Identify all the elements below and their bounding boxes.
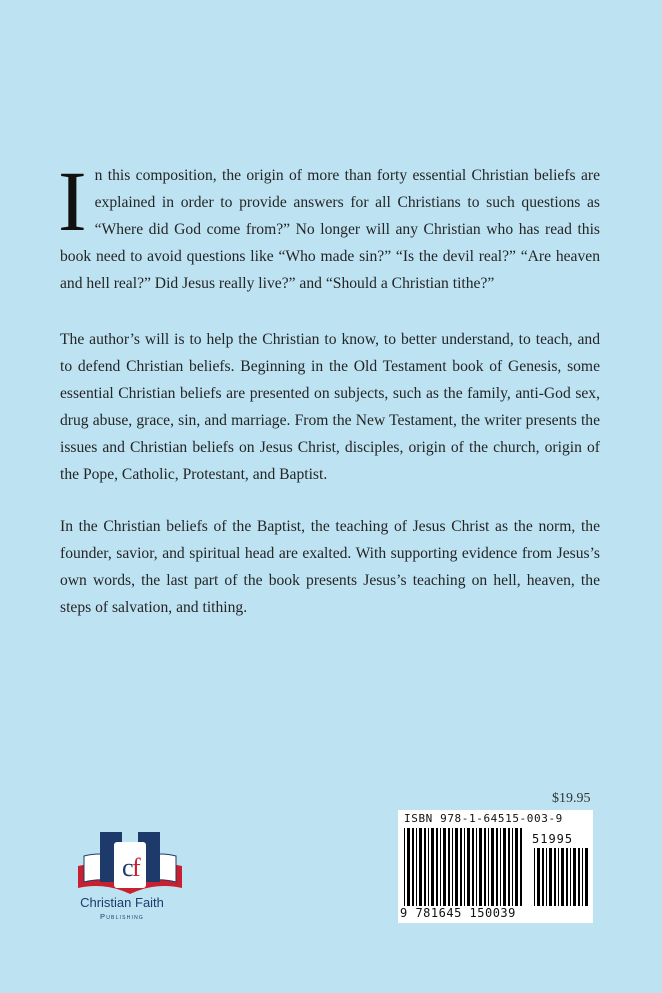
barcode-bar: [496, 828, 498, 906]
barcode-bar: [455, 828, 458, 906]
barcode-bar: [512, 828, 513, 906]
barcode-bar: [554, 848, 556, 906]
barcode-bar: [412, 828, 414, 906]
isbn-barcode: [398, 810, 593, 923]
barcode-bar: [537, 848, 540, 906]
barcode-bar: [476, 828, 477, 906]
barcode-bar: [431, 828, 434, 906]
monogram-c: c: [122, 853, 134, 882]
barcode-bar: [570, 848, 571, 906]
barcode-bar: [440, 828, 441, 906]
barcode-bar: [479, 828, 482, 906]
barcode-bar: [472, 828, 474, 906]
price-label: $19.95: [552, 791, 591, 806]
barcode-bar: [416, 828, 417, 906]
barcode-bar: [452, 828, 453, 906]
barcode-bar: [443, 828, 446, 906]
barcode-bar: [484, 828, 486, 906]
barcode-bar: [561, 848, 564, 906]
barcode-bar: [549, 848, 552, 906]
price-code: 51995: [532, 832, 574, 846]
barcode-bar: [436, 828, 438, 906]
barcode-bar: [428, 828, 429, 906]
barcode-bar: [467, 828, 470, 906]
barcode-bar: [419, 828, 422, 906]
paragraph-1-text: n this composition, the origin of more than forty essential Christian beliefs are explained in order to provide answers for all Christians to such questions as “Where did God come from?” No longer will any Christian who has read this book need to avoid questions like “Who made sin?” “Is the devil real?” “Are heaven and hell real?” Did Jesus really live?” and “Should a Christian tithe?”: [60, 167, 600, 292]
barcode-bar: [503, 828, 506, 906]
barcode-bar: [407, 828, 410, 906]
publisher-logo: [70, 826, 190, 926]
description-paragraph-2: The author’s will is to help the Christian to know, to better understand, to teach, and to defend Christian beliefs. Beginning in the Old Testament book of Genesis, some essential Christian beliefs are presented on subjects, such as the family, anti-God sex, drug abuse, grace, sin, and marriage. From the New Testament, the writer presents the issues and Christian beliefs on Jesus Christ, disciples, origin of the church, origin of the Pope, Catholic, Protestant, and Baptist.: [60, 331, 600, 483]
barcode-bar: [585, 848, 588, 906]
barcode-bar: [566, 848, 568, 906]
barcode-bar: [542, 848, 544, 906]
barcode-bar: [508, 828, 510, 906]
barcode-bar: [546, 848, 547, 906]
barcode-bar: [488, 828, 489, 906]
barcode-bar: [491, 828, 494, 906]
barcode-bar: [534, 848, 535, 906]
monogram-f: f: [132, 853, 141, 882]
barcode-bar: [515, 828, 518, 906]
barcode-bar: [460, 828, 462, 906]
barcode-bar: [578, 848, 580, 906]
drop-cap-letter: I: [58, 153, 87, 249]
barcode-bar: [424, 828, 426, 906]
description-paragraph-1: [58, 153, 600, 297]
publisher-name: Christian Faith: [80, 895, 164, 910]
barcode-bar: [582, 848, 583, 906]
barcode-bar: [558, 848, 559, 906]
publisher-subtitle: Publishing: [100, 912, 144, 921]
description-paragraph-3: In the Christian beliefs of the Baptist, the teaching of Jesus Christ as the norm, the founder, savior, and spiritual head are exalted. With supporting evidence from Jesus’s own words, the last part of the book presents Jesus’s teaching on hell, heaven, the steps of salvation, and tithing.: [60, 518, 600, 616]
barcode-bar: [448, 828, 450, 906]
barcode-bar: [464, 828, 465, 906]
isbn-label: ISBN 978-1-64515-003-9: [404, 812, 563, 825]
barcode-digits: 9 781645 150039: [400, 906, 516, 920]
barcode-bars: [404, 828, 526, 908]
barcode-bar: [404, 828, 405, 906]
barcode-bar: [573, 848, 576, 906]
barcode-bar: [500, 828, 501, 906]
barcode-bar: [520, 828, 522, 906]
addon-barcode-bars: [534, 848, 588, 908]
